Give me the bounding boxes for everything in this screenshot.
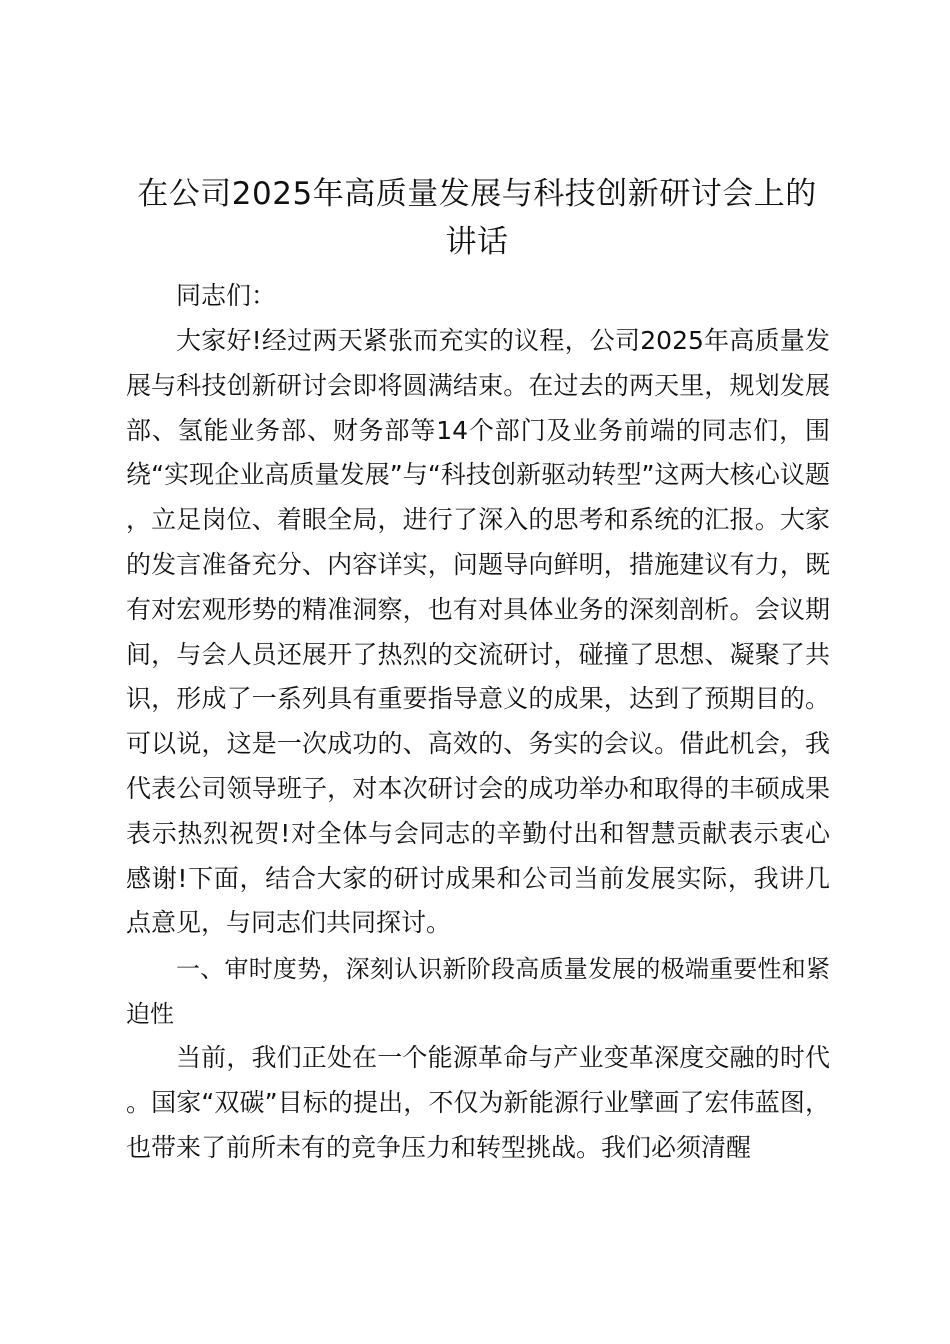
body-paragraph-1: 大家好!经过两天紧张而充实的议程，公司2025年高质量发展与科技创新研讨会即将圆满结束。在过去的两天里，规划发展部、氢能业务部、财务部等14个部门及业务前端的同志们，围绕“实现企业高质量发展”与“科技创新驱动转型”这两大核心议题，立足岗位、着眼全局，进行了深入的思考和系统的汇报。大家的发言准备充分、内容详实，问题导向鲜明，措施建议有力，既有对宏观形势的精准洞察，也有对具体业务的深刻剖析。会议期间，与会人员还展开了热烈的交流研讨，碰撞了思想、凝聚了共识，形成了一系列具有重要指导意义的成果，达到了预期目的。可以说，这是一次成功的、高效的、务实的会议。借此机会，我代表公司领导班子，对本次研讨会的成功举办和取得的丰硕成果表示热烈祝贺!对全体与会同志的辛勤付出和智慧贡献表示衷心感谢!下面，结合大家的研讨成果和公司当前发展实际，我讲几点意见，与同志们共同探讨。 — [126, 326, 830, 938]
document-title: 在公司2025年高质量发展与科技创新研讨会上的讲话 — [137, 176, 817, 260]
salutation: 同志们： — [176, 281, 277, 310]
section-heading-1: 一、审时度势，深刻认识新阶段高质量发展的极端重要性和紧迫性 — [126, 955, 830, 1028]
body-paragraph-2: 当前，我们正处在一个能源革命与产业变革深度交融的时代。国家“双碳”目标的提出，不仅为新能源行业擘画了宏伟蓝图，也带来了前所未有的竞争压力和转型挑战。我们必须清醒 — [126, 1043, 830, 1162]
